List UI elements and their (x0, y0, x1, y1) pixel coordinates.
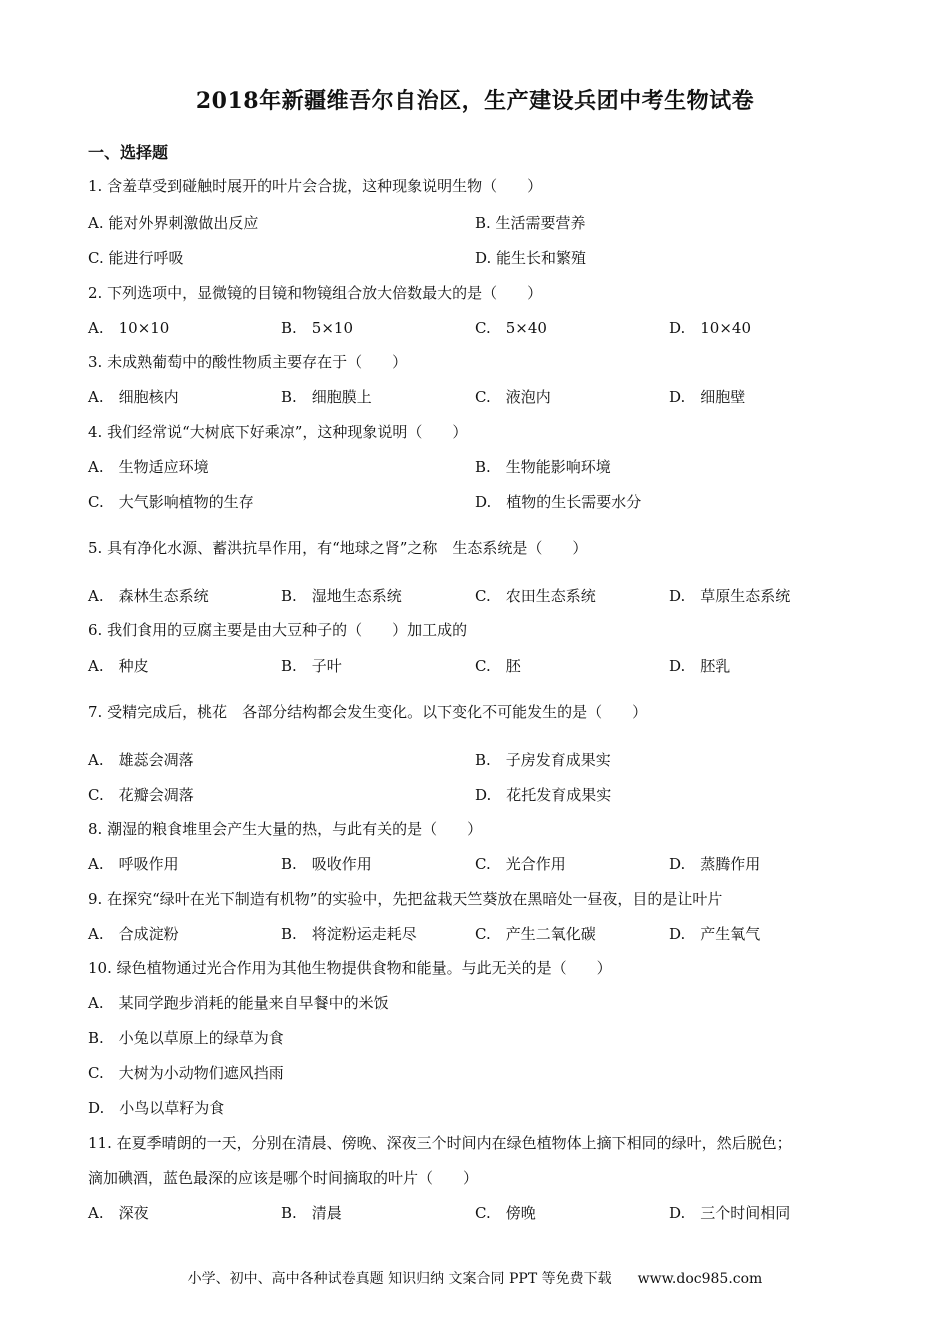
q7-option-c: C. 花瓣会凋落 (88, 786, 194, 804)
q4-option-c: C. 大气影响植物的生存 (88, 493, 254, 511)
q9-option-b: B. 将淀粉运走耗尽 (281, 925, 417, 943)
q9-option-c: C. 产生二氧化碳 (475, 925, 596, 943)
question-6-stem: 6. 我们食用的豆腐主要是由大豆种子的（ ）加工成的 (88, 621, 468, 639)
q1-option-b: B. 生活需要营养 (475, 214, 586, 232)
q9-option-a: A. 合成淀粉 (88, 925, 179, 943)
q4-option-d: D. 植物的生长需要水分 (475, 493, 642, 511)
q3-option-c: C. 液泡内 (475, 388, 551, 406)
q10-option-a: A. 某同学跑步消耗的能量来自早餐中的米饭 (88, 994, 389, 1012)
q2-option-a: A. 10×10 (88, 319, 170, 337)
question-7-stem: 7. 受精完成后，桃花 各部分结构都会发生变化。以下变化不可能发生的是（ ） (88, 703, 648, 721)
section-heading: 一、选择题 (88, 143, 169, 162)
q8-option-a: A. 呼吸作用 (88, 855, 179, 873)
q4-option-b: B. 生物能影响环境 (475, 458, 611, 476)
q2-option-c: C. 5×40 (475, 319, 547, 337)
footer-url[interactable]: www.doc985.com (637, 1271, 763, 1287)
q11-option-d: D. 三个时间相同 (669, 1204, 791, 1222)
footer-text: 小学、初中、高中各种试卷真题 知识归纳 文案合同 PPT 等免费下载 (187, 1271, 612, 1287)
q5-option-b: B. 湿地生态系统 (281, 587, 402, 605)
page-title: 2018年新疆维吾尔自治区，生产建设兵团中考生物试卷 (195, 88, 755, 114)
question-8-stem: 8. 潮湿的粮食堆里会产生大量的热，与此有关的是（ ） (88, 820, 483, 838)
q3-option-b: B. 细胞膜上 (281, 388, 372, 406)
question-5-stem: 5. 具有净化水源、蓄洪抗旱作用，有“地球之肾”之称 生态系统是（ ） (88, 539, 588, 557)
question-11-stem-line1: 11. 在夏季晴朗的一天，分别在清晨、傍晚、深夜三个时间内在绿色植物体上摘下相同的绿叶，然后脱色； (88, 1134, 792, 1152)
question-11-stem-line2: 滴加碘酒，蓝色最深的应该是哪个时间摘取的叶片（ ） (88, 1169, 479, 1187)
q7-option-d: D. 花托发育成果实 (475, 786, 612, 804)
q5-option-a: A. 森林生态系统 (88, 587, 209, 605)
q5-option-d: D. 草原生态系统 (669, 587, 791, 605)
q11-option-c: C. 傍晚 (475, 1204, 536, 1222)
q9-option-d: D. 产生氧气 (669, 925, 761, 943)
q3-option-d: D. 细胞壁 (669, 388, 746, 406)
question-10-stem: 10. 绿色植物通过光合作用为其他生物提供食物和能量。与此无关的是（ ） (88, 959, 612, 977)
q10-option-c: C. 大树为小动物们遮风挡雨 (88, 1064, 284, 1082)
q11-option-a: A. 深夜 (88, 1204, 149, 1222)
q6-option-c: C. 胚 (475, 657, 521, 675)
question-1-stem: 1. 含羞草受到碰触时展开的叶片会合拢，这种现象说明生物（ ） (88, 177, 543, 195)
q2-option-b: B. 5×10 (281, 319, 353, 337)
q7-option-a: A. 雄蕊会凋落 (88, 751, 194, 769)
q1-option-a: A. 能对外界刺激做出反应 (88, 214, 259, 232)
q8-option-d: D. 蒸腾作用 (669, 855, 761, 873)
question-4-stem: 4. 我们经常说“大树底下好乘凉”，这种现象说明（ ） (88, 423, 468, 441)
question-2-stem: 2. 下列选项中，显微镜的目镜和物镜组合放大倍数最大的是（ ） (88, 284, 543, 302)
q7-option-b: B. 子房发育成果实 (475, 751, 611, 769)
q8-option-b: B. 吸收作用 (281, 855, 372, 873)
q1-option-c: C. 能进行呼吸 (88, 249, 184, 267)
q2-option-d: D. 10×40 (669, 319, 752, 337)
q11-option-b: B. 清晨 (281, 1204, 342, 1222)
q8-option-c: C. 光合作用 (475, 855, 566, 873)
q1-option-d: D. 能生长和繁殖 (475, 249, 587, 267)
q4-option-a: A. 生物适应环境 (88, 458, 209, 476)
q6-option-a: A. 种皮 (88, 657, 149, 675)
q10-option-b: B. 小兔以草原上的绿草为食 (88, 1029, 284, 1047)
q6-option-d: D. 胚乳 (669, 657, 731, 675)
question-9-stem: 9. 在探究“绿叶在光下制造有机物”的实验中，先把盆栽天竺葵放在黑暗处一昼夜，目的是让叶片 (88, 890, 723, 908)
page-footer (0, 1268, 950, 1288)
q5-option-c: C. 农田生态系统 (475, 587, 596, 605)
q6-option-b: B. 子叶 (281, 657, 342, 675)
q3-option-a: A. 细胞核内 (88, 388, 179, 406)
question-3-stem: 3. 未成熟葡萄中的酸性物质主要存在于（ ） (88, 353, 408, 371)
q10-option-d: D. 小鸟以草籽为食 (88, 1099, 225, 1117)
